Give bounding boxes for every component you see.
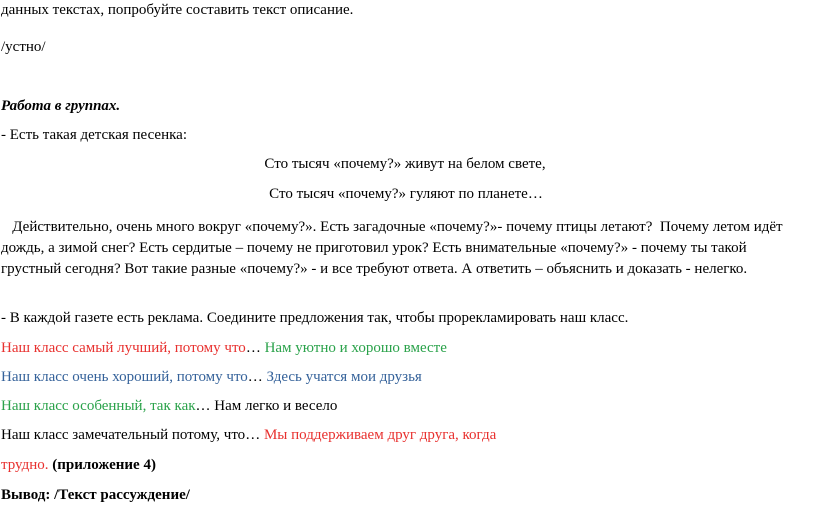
sentence-ellipsis: …: [245, 427, 261, 443]
intro-line: данных текстах, попробуйте составить текст описание.: [1, 2, 354, 18]
sentence-start: Наш класс особенный, так как: [1, 398, 196, 414]
appendix-ref: (приложение 4): [48, 457, 156, 473]
sentence-start: Наш класс очень хороший, потому что: [1, 369, 248, 385]
poem-line-1: Сто тысяч «почему?» живут на белом свете,: [264, 156, 546, 172]
song-intro: - Есть такая детская песенка:: [1, 127, 187, 143]
sentence-row: [1, 368, 422, 386]
conclusion: Вывод: /Текст рассуждение/: [1, 487, 190, 503]
poem-line-2: Сто тысяч «почему?» гуляют по планете…: [269, 186, 543, 202]
sentence-row: [1, 397, 337, 415]
sentence-start: Наш класс замечательный потому, что: [1, 427, 246, 443]
sentence-end: Здесь учатся мои друзья: [262, 369, 422, 385]
sentence-ellipsis: …: [247, 369, 263, 385]
sentence-ellipsis: …: [195, 398, 211, 414]
main-paragraph: Действительно, очень много вокруг «почему?». Есть загадочные «почему?»- почему птицы летают? Почему летом идёт дождь, а зимой снег? Есть сердитые – почему не приготовил урок? Есть внимательные «почему?» - почему ты такой грустный сегодня? Вот такие разные «почему?» - и все требуют ответа. А ответить – объяснить и доказать - нелегко.: [1, 219, 787, 277]
sentence-end: Нам легко и весело: [210, 398, 338, 414]
sentence-ellipsis: …: [245, 340, 261, 356]
sentence-end: Мы поддерживаем друг друга, когда: [260, 427, 497, 443]
sentence-row: [1, 426, 496, 444]
sentence-row: [1, 339, 447, 357]
continuation-text: трудно.: [1, 457, 49, 473]
group-work-heading: Работа в группах.: [1, 98, 121, 114]
oral-note: /устно/: [1, 39, 46, 55]
ad-task: - В каждой газете есть реклама. Соедините предложения так, чтобы прорекламировать наш класс.: [1, 310, 629, 326]
sentence-start: Наш класс самый лучший, потому что: [1, 340, 246, 356]
continuation-line: [1, 456, 156, 474]
sentence-end: Нам уютно и хорошо вместе: [260, 340, 447, 356]
